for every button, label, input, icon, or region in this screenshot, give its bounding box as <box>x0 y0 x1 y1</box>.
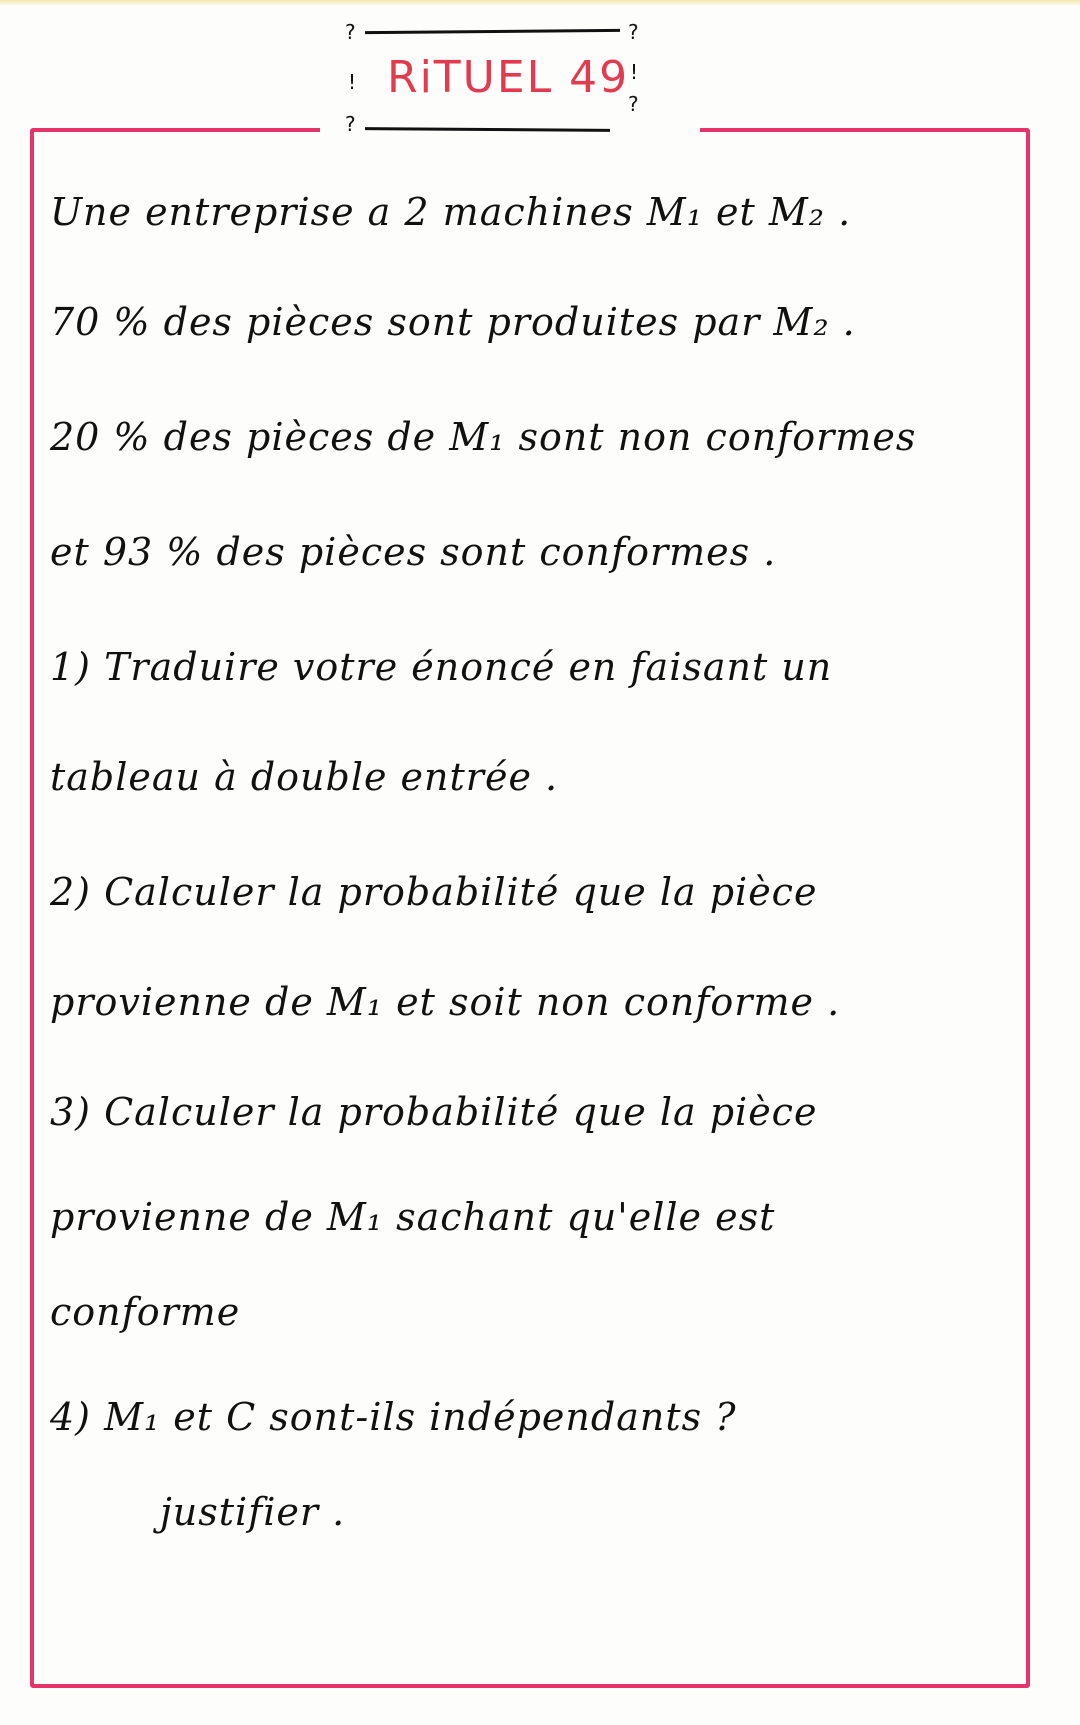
question-2-line-2: provienne de M₁ et soit non conforme . <box>50 980 841 1024</box>
title-exclamation-right: ! <box>630 60 639 84</box>
page-title: RiTUEL 49 <box>387 52 630 103</box>
title-question-mark-top-left: ? <box>345 20 356 44</box>
title-question-mark-bottom-right: ? <box>628 92 639 116</box>
title-exclamation-left: ! <box>348 70 357 94</box>
question-1-line-2: tableau à double entrée . <box>50 755 559 799</box>
statement-line-4: et 93 % des pièces sont conformes . <box>50 530 777 574</box>
statement-line-2: 70 % des pièces sont produites par M₂ . <box>50 300 856 344</box>
question-2-line-1: 2) Calculer la probabilité que la pièce <box>50 870 818 914</box>
title-question-mark-top-right: ? <box>628 20 639 44</box>
question-1-line-1: 1) Traduire votre énoncé en faisant un <box>50 645 833 689</box>
title-top-line <box>365 29 620 34</box>
question-3-line-1: 3) Calculer la probabilité que la pièce <box>50 1090 818 1134</box>
title-box <box>345 22 650 137</box>
title-bottom-line <box>365 127 610 132</box>
statement-line-1: Une entreprise a 2 machines M₁ et M₂ . <box>50 190 852 234</box>
question-4-line-2: justifier . <box>160 1490 346 1534</box>
question-3-line-2: provienne de M₁ sachant qu'elle est <box>50 1195 776 1239</box>
title-question-mark-bottom-left: ? <box>345 112 356 136</box>
question-4-line-1: 4) M₁ et C sont-ils indépendants ? <box>50 1395 737 1439</box>
question-3-line-3: conforme <box>50 1290 241 1334</box>
statement-line-3: 20 % des pièces de M₁ sont non conformes <box>50 415 917 459</box>
